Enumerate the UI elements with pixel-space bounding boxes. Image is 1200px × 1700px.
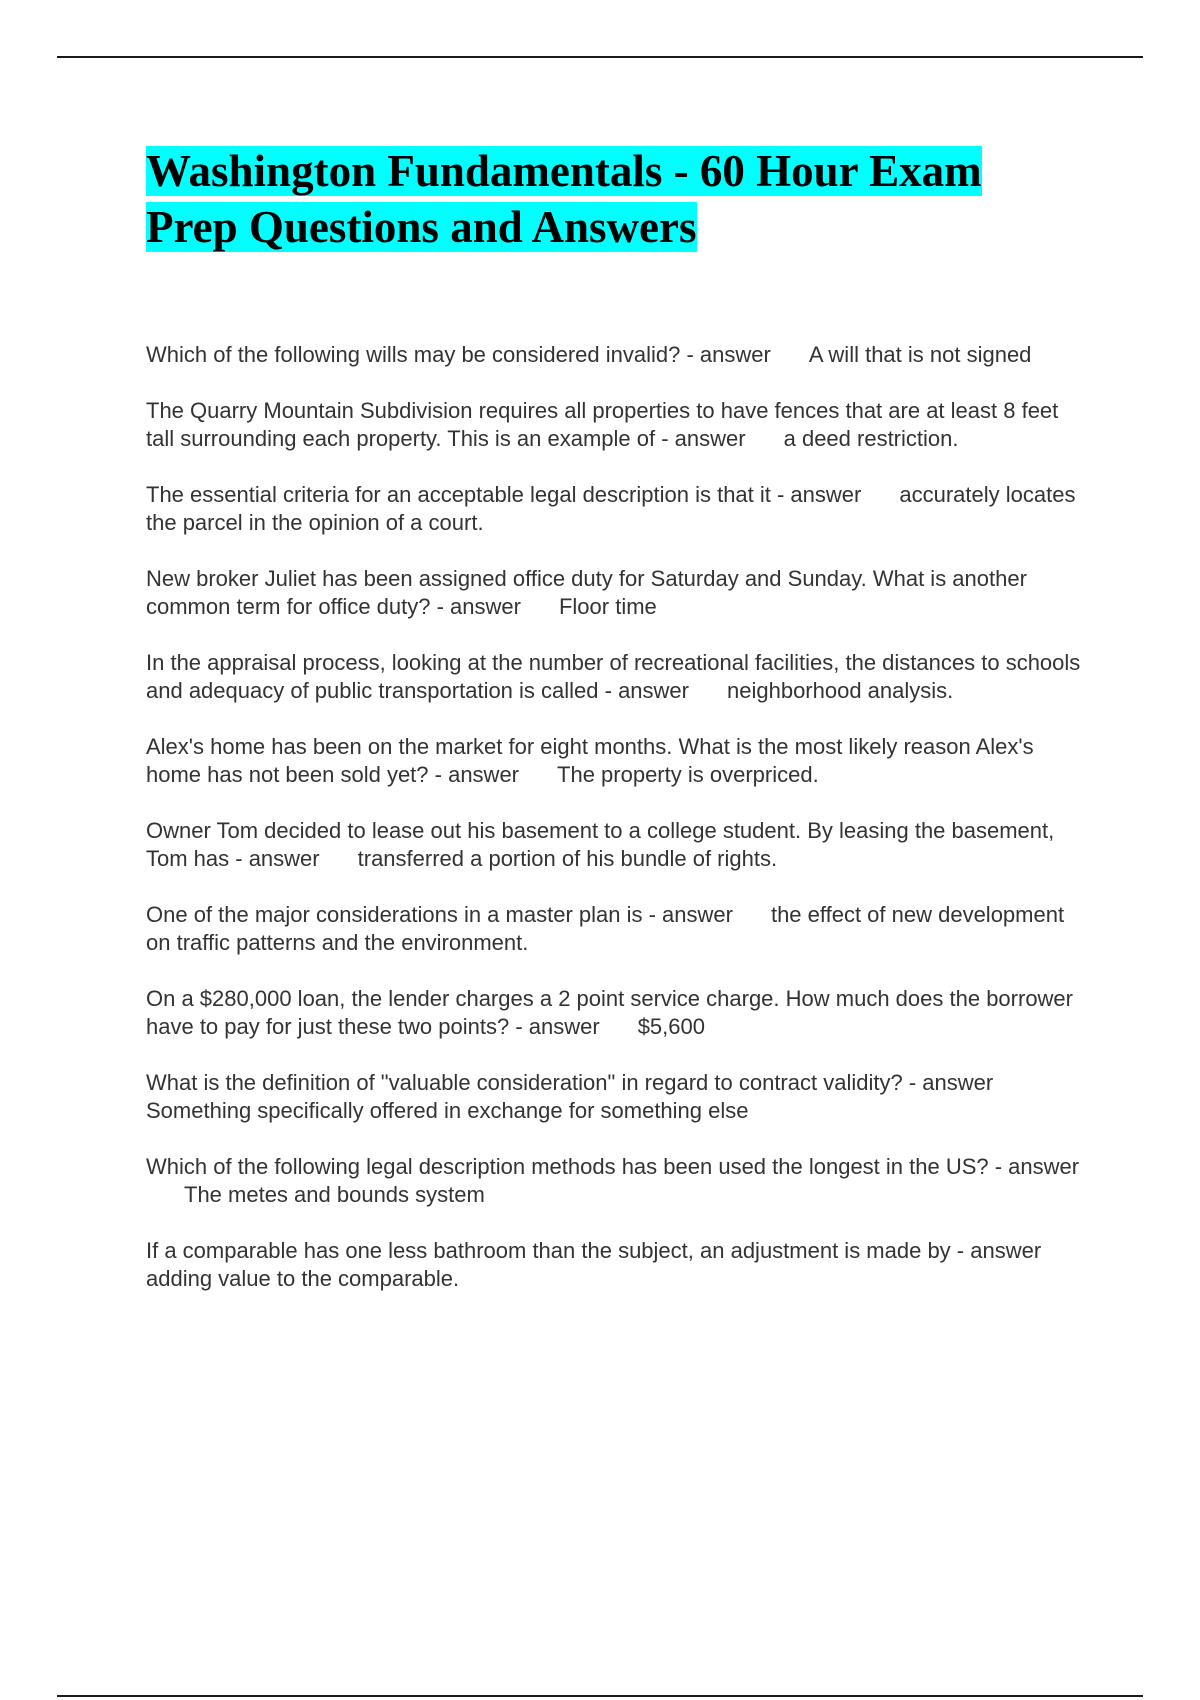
question-text: The essential criteria for an acceptable legal description is that it - answer bbox=[146, 482, 862, 507]
document-body bbox=[146, 143, 1086, 1321]
answer-text: accurately locates the parcel in the opinion of a court. bbox=[146, 482, 1076, 535]
qa-item bbox=[146, 1237, 1091, 1293]
answer-text: The metes and bounds system bbox=[184, 1182, 485, 1207]
answer-text: neighborhood analysis. bbox=[727, 678, 954, 703]
question-text: Alex's home has been on the market for eight months. What is the most likely reason Alex's home has not been sold yet? - answer bbox=[146, 734, 1034, 787]
question-text: Which of the following legal description methods has been used the longest in the US? - answer bbox=[146, 1154, 1080, 1179]
answer-text: adding value to the comparable. bbox=[146, 1266, 460, 1291]
qa-item bbox=[146, 481, 1091, 537]
answer-text: A will that is not signed bbox=[808, 342, 1032, 367]
qa-item bbox=[146, 565, 1091, 621]
question-text: New broker Juliet has been assigned office duty for Saturday and Sunday. What is another common term for office duty? - answer bbox=[146, 566, 1027, 619]
document-title bbox=[146, 143, 1046, 255]
question-text: In the appraisal process, looking at the number of recreational facilities, the distances to schools and adequacy of public transportation is called - answer bbox=[146, 650, 1081, 703]
qa-item bbox=[146, 1069, 1091, 1125]
answer-text: $5,600 bbox=[637, 1014, 705, 1039]
question-text: If a comparable has one less bathroom than the subject, an adjustment is made by - answer bbox=[146, 1238, 1042, 1263]
title-highlight: Washington Fundamentals - 60 Hour Exam Prep Questions and Answers bbox=[146, 146, 982, 252]
answer-text: Floor time bbox=[558, 594, 657, 619]
question-text: The Quarry Mountain Subdivision requires all properties to have fences that are at least 8 feet tall surrounding each property. This is an example of - answer bbox=[146, 398, 1059, 451]
answer-text: The property is overpriced. bbox=[557, 762, 819, 787]
question-text: Which of the following wills may be considered invalid? - answer bbox=[146, 342, 771, 367]
qa-list bbox=[146, 341, 1086, 1293]
answer-text: the effect of new development on traffic patterns and the environment. bbox=[146, 902, 1065, 955]
question-text: One of the major considerations in a master plan is - answer bbox=[146, 902, 733, 927]
question-text: Owner Tom decided to lease out his basement to a college student. By leasing the basement, Tom has - answer bbox=[146, 818, 1055, 871]
answer-text: Something specifically offered in exchange for something else bbox=[146, 1098, 749, 1123]
answer-text: transferred a portion of his bundle of rights. bbox=[357, 846, 778, 871]
qa-item bbox=[146, 985, 1091, 1041]
question-text: On a $280,000 loan, the lender charges a 2 point service charge. How much does the borrower have to pay for just these two points? - answer bbox=[146, 986, 1073, 1039]
qa-item bbox=[146, 397, 1091, 453]
question-text: What is the definition of "valuable consideration" in regard to contract validity? - answer bbox=[146, 1070, 994, 1095]
header-rule bbox=[57, 56, 1143, 58]
answer-text: a deed restriction. bbox=[783, 426, 959, 451]
qa-item bbox=[146, 817, 1091, 873]
qa-item bbox=[146, 901, 1091, 957]
qa-item bbox=[146, 733, 1091, 789]
qa-item bbox=[146, 649, 1091, 705]
footer-rule bbox=[57, 1695, 1143, 1697]
qa-item bbox=[146, 1153, 1091, 1209]
qa-item bbox=[146, 341, 1091, 369]
